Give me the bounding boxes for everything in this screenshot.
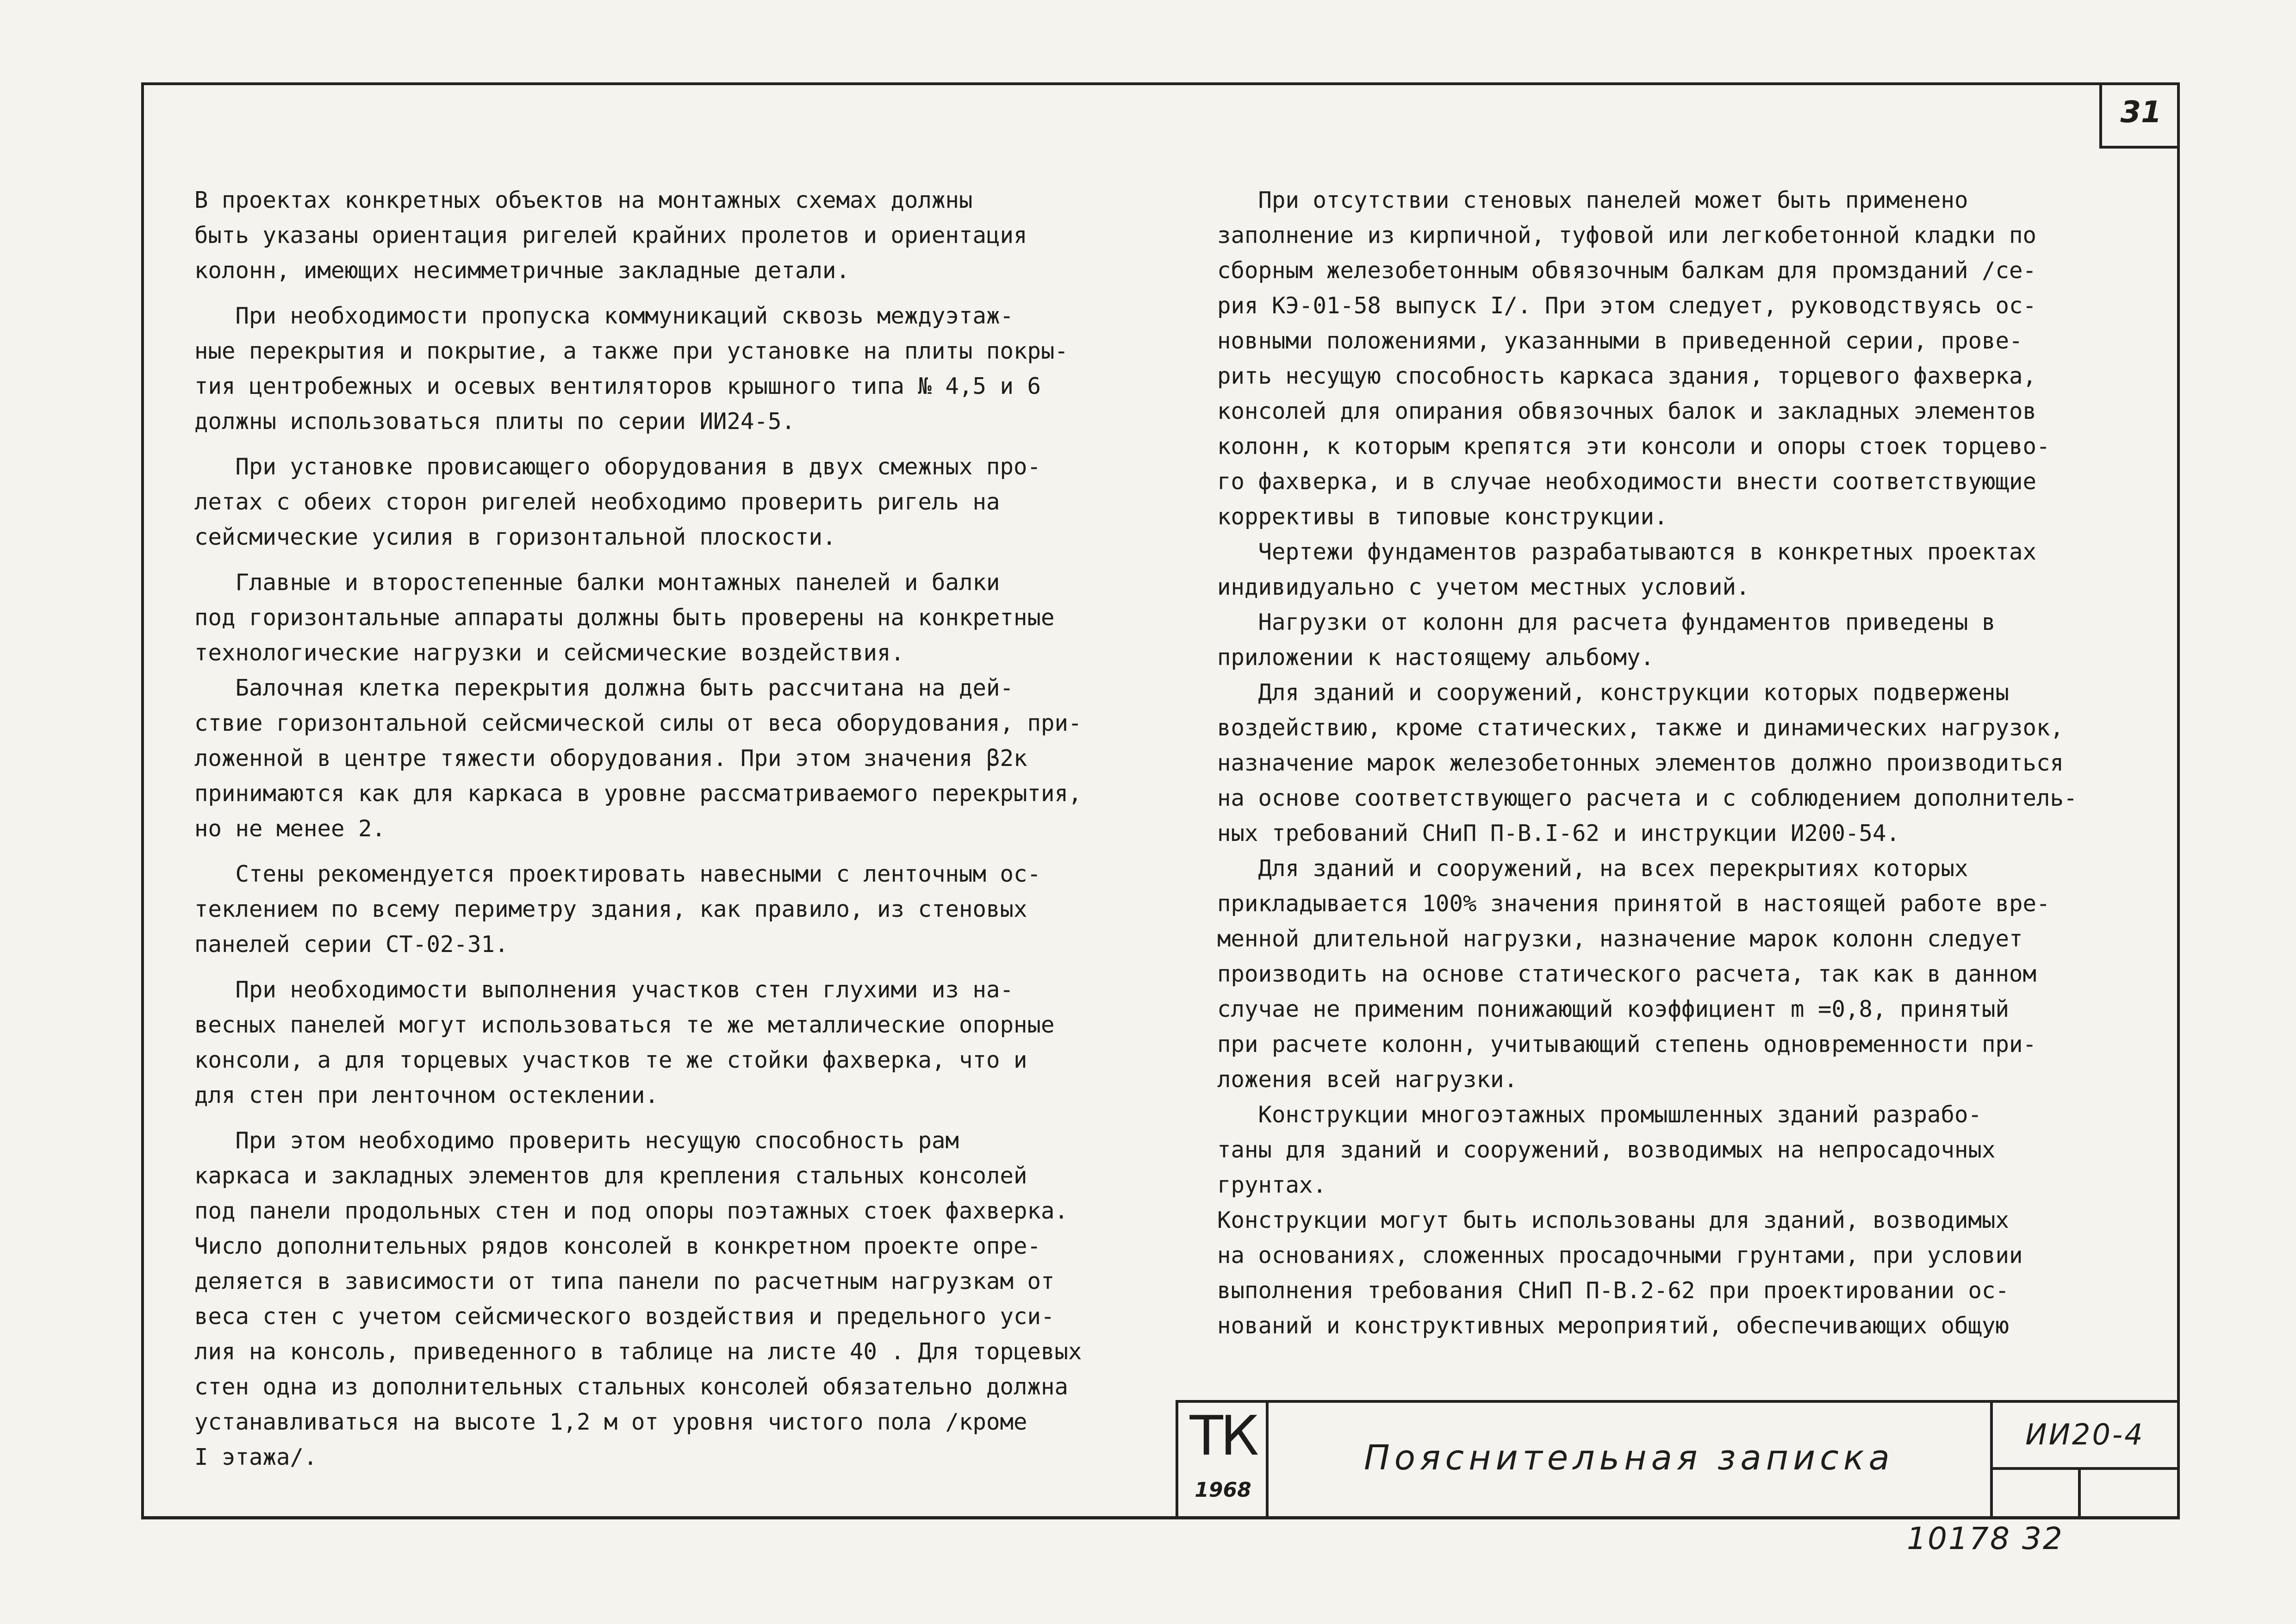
paragraph-gap (194, 439, 1082, 449)
text-line: консолей для опирания обвязочных балок и закладных элементов (1217, 398, 2037, 424)
paragraph-gap (194, 962, 1082, 972)
text-line: новными положениями, указанными в приведенной серии, прове- (1217, 328, 2023, 354)
text-line: консоли, а для торцевых участков те же стойки фахверка, что и (194, 1047, 1027, 1073)
text-line: I этажа/. (194, 1444, 317, 1470)
text-line: Конструкции могут быть использованы для зданий, возводимых (1217, 1207, 2010, 1233)
title-block-divider (1990, 1467, 2180, 1470)
text-line: При необходимости пропуска коммуникаций сквозь междуэтаж- (194, 303, 1014, 329)
text-line: Число дополнительных рядов консолей в конкретном проекте опре- (194, 1233, 1041, 1259)
text-line: При установке провисающего оборудования в двух смежных про- (194, 454, 1041, 480)
paragraph-gap (194, 288, 1082, 299)
left-text-column (194, 183, 1082, 1475)
text-line: грунтах. (1217, 1172, 1327, 1198)
text-line: Чертежи фундаментов разрабатываются в конкретных проектах (1217, 539, 2037, 565)
text-line: Главные и второстепенные балки монтажных панелей и балки (194, 569, 1000, 596)
archive-number: 10178 32 (1907, 1521, 2064, 1556)
text-line: Конструкции многоэтажных промышленных зданий разрабо- (1217, 1101, 1982, 1128)
text-line: ствие горизонтальной сейсмической силы от веса оборудования, при- (194, 710, 1082, 736)
text-line: нований и конструктивных мероприятий, обеспечивающих общую (1217, 1313, 2010, 1339)
text-line: лия на консоль, приведенного в таблице на листе 40 . Для торцевых (194, 1338, 1082, 1365)
text-line: ных требований СНиП П-В.I-62 и инструкции И200-54. (1217, 820, 1900, 846)
title-block-divider (2078, 1467, 2081, 1519)
paragraph-gap (194, 846, 1082, 857)
text-line: Нагрузки от колонн для расчета фундаментов приведены в (1217, 609, 1996, 635)
title-block-divider (1266, 1400, 1269, 1519)
text-line: го фахверка, и в случае необходимости внести соответствующие (1217, 468, 2037, 495)
text-line: выполнения требования СНиП П-В.2-62 при проектировании ос- (1217, 1277, 2010, 1304)
text-line: Стены рекомендуется проектировать навесными с ленточным ос- (194, 861, 1041, 887)
text-line: колонн, имеющих несимметричные закладные детали. (194, 257, 850, 284)
text-line: весных панелей могут использоваться те же металлические опорные (194, 1012, 1055, 1038)
text-line: индивидуально с учетом местных условий. (1217, 574, 1750, 600)
text-line: панелей серии СТ-02-31. (194, 931, 509, 958)
text-line: Для зданий и сооружений, на всех перекрытиях которых (1217, 855, 1968, 882)
title-block-year: 1968 (1195, 1478, 1251, 1502)
text-line: ложения всей нагрузки. (1217, 1066, 1518, 1093)
text-line: под горизонтальные аппараты должны быть проверены на конкретные (194, 604, 1055, 631)
text-line: сборным железобетонным обвязочным балкам для промзданий /се- (1217, 257, 2037, 284)
text-line: коррективы в типовые конструкции. (1217, 504, 1668, 530)
text-line: рить несущую способность каркаса здания, торцевого фахверка, (1217, 363, 2037, 389)
text-line: назначение марок железобетонных элементов должно производиться (1217, 750, 2064, 776)
text-line: таны для зданий и сооружений, возводимых на непросадочных (1217, 1137, 1996, 1163)
text-line: на основаниях, сложенных просадочными грунтами, при условии (1217, 1242, 2023, 1269)
text-line: менной длительной нагрузки, назначение марок колонн следует (1217, 926, 2023, 952)
text-line: каркаса и закладных элементов для крепления стальных консолей (194, 1163, 1027, 1189)
text-line: на основе соответствующего расчета и с соблюдением дополнитель- (1217, 785, 2078, 811)
text-line: случае не применим понижающий коэффициент m =0,8, принятый (1217, 996, 2010, 1022)
text-line: При необходимости выполнения участков стен глухими из на- (194, 977, 1014, 1003)
right-text-column (1217, 183, 2078, 1344)
text-line: Балочная клетка перекрытия должна быть рассчитана на дей- (194, 675, 1014, 701)
paragraph-gap (194, 1113, 1082, 1123)
document-title: Пояснительная записка (1364, 1438, 1894, 1478)
text-line: веса стен с учетом сейсмического воздействия и предельного уси- (194, 1303, 1055, 1330)
text-line: под панели продольных стен и под опоры поэтажных стоек фахверка. (194, 1198, 1069, 1224)
title-block-divider (1176, 1400, 1178, 1519)
text-line: воздействию, кроме статических, также и динамических нагрузок, (1217, 715, 2064, 741)
text-line: принимаются как для каркаса в уровне рассматриваемого перекрытия, (194, 780, 1082, 807)
text-line: тия центробежных и осевых вентиляторов крышного типа № 4,5 и 6 (194, 373, 1041, 399)
text-line: При этом необходимо проверить несущую способность рам (194, 1127, 959, 1154)
text-line: сейсмические усилия в горизонтальной плоскости. (194, 524, 836, 550)
text-line: приложении к настоящему альбому. (1217, 644, 1655, 671)
text-line: колонн, к которым крепятся эти консоли и опоры стоек торцево- (1217, 433, 2050, 460)
page-number: 31 (2099, 82, 2180, 149)
text-line: При отсутствии стеновых панелей может быть применено (1217, 187, 1968, 213)
text-line: устанавливаться на высоте 1,2 м от уровня чистого пола /кроме (194, 1409, 1027, 1435)
title-block-divider (1990, 1400, 1993, 1519)
text-line: но не менее 2. (194, 815, 386, 842)
text-line: быть указаны ориентация ригелей крайних пролетов и ориентация (194, 222, 1027, 249)
text-line: летах с обеих сторон ригелей необходимо проверить ригель на (194, 489, 1000, 515)
text-line: заполнение из кирпичной, туфовой или легкобетонной кладки по (1217, 222, 2037, 249)
text-line: прикладывается 100% значения принятой в настоящей работе вре- (1217, 890, 2050, 917)
text-line: ные перекрытия и покрытие, а также при установке на плиты покры- (194, 338, 1069, 364)
text-line: стен одна из дополнительных стальных консолей обязательно должна (194, 1374, 1069, 1400)
text-line: В проектах конкретных объектов на монтажных схемах должны (194, 187, 973, 213)
text-line: ложенной в центре тяжести оборудования. При этом значения β2к (194, 745, 1027, 772)
text-line: при расчете колонн, учитывающий степень одновременности при- (1217, 1031, 2037, 1058)
text-line: производить на основе статического расчета, так как в данном (1217, 961, 2037, 987)
tk-logo: ТК (1189, 1404, 1257, 1468)
series-code: ИИ20-4 (2025, 1418, 2145, 1451)
text-line: для стен при ленточном остеклении. (194, 1082, 659, 1108)
text-line: должны использоваться плиты по серии ИИ24-5. (194, 408, 796, 435)
paragraph-gap (194, 555, 1082, 565)
text-line: рия КЭ-01-58 выпуск I/. При этом следует, руководствуясь ос- (1217, 292, 2037, 319)
text-line: теклением по всему периметру здания, как правило, из стеновых (194, 896, 1027, 922)
text-line: технологические нагрузки и сейсмические воздействия. (194, 640, 905, 666)
text-line: деляется в зависимости от типа панели по расчетным нагрузкам от (194, 1268, 1055, 1294)
text-line: Для зданий и сооружений, конструкции которых подвержены (1217, 679, 2010, 706)
